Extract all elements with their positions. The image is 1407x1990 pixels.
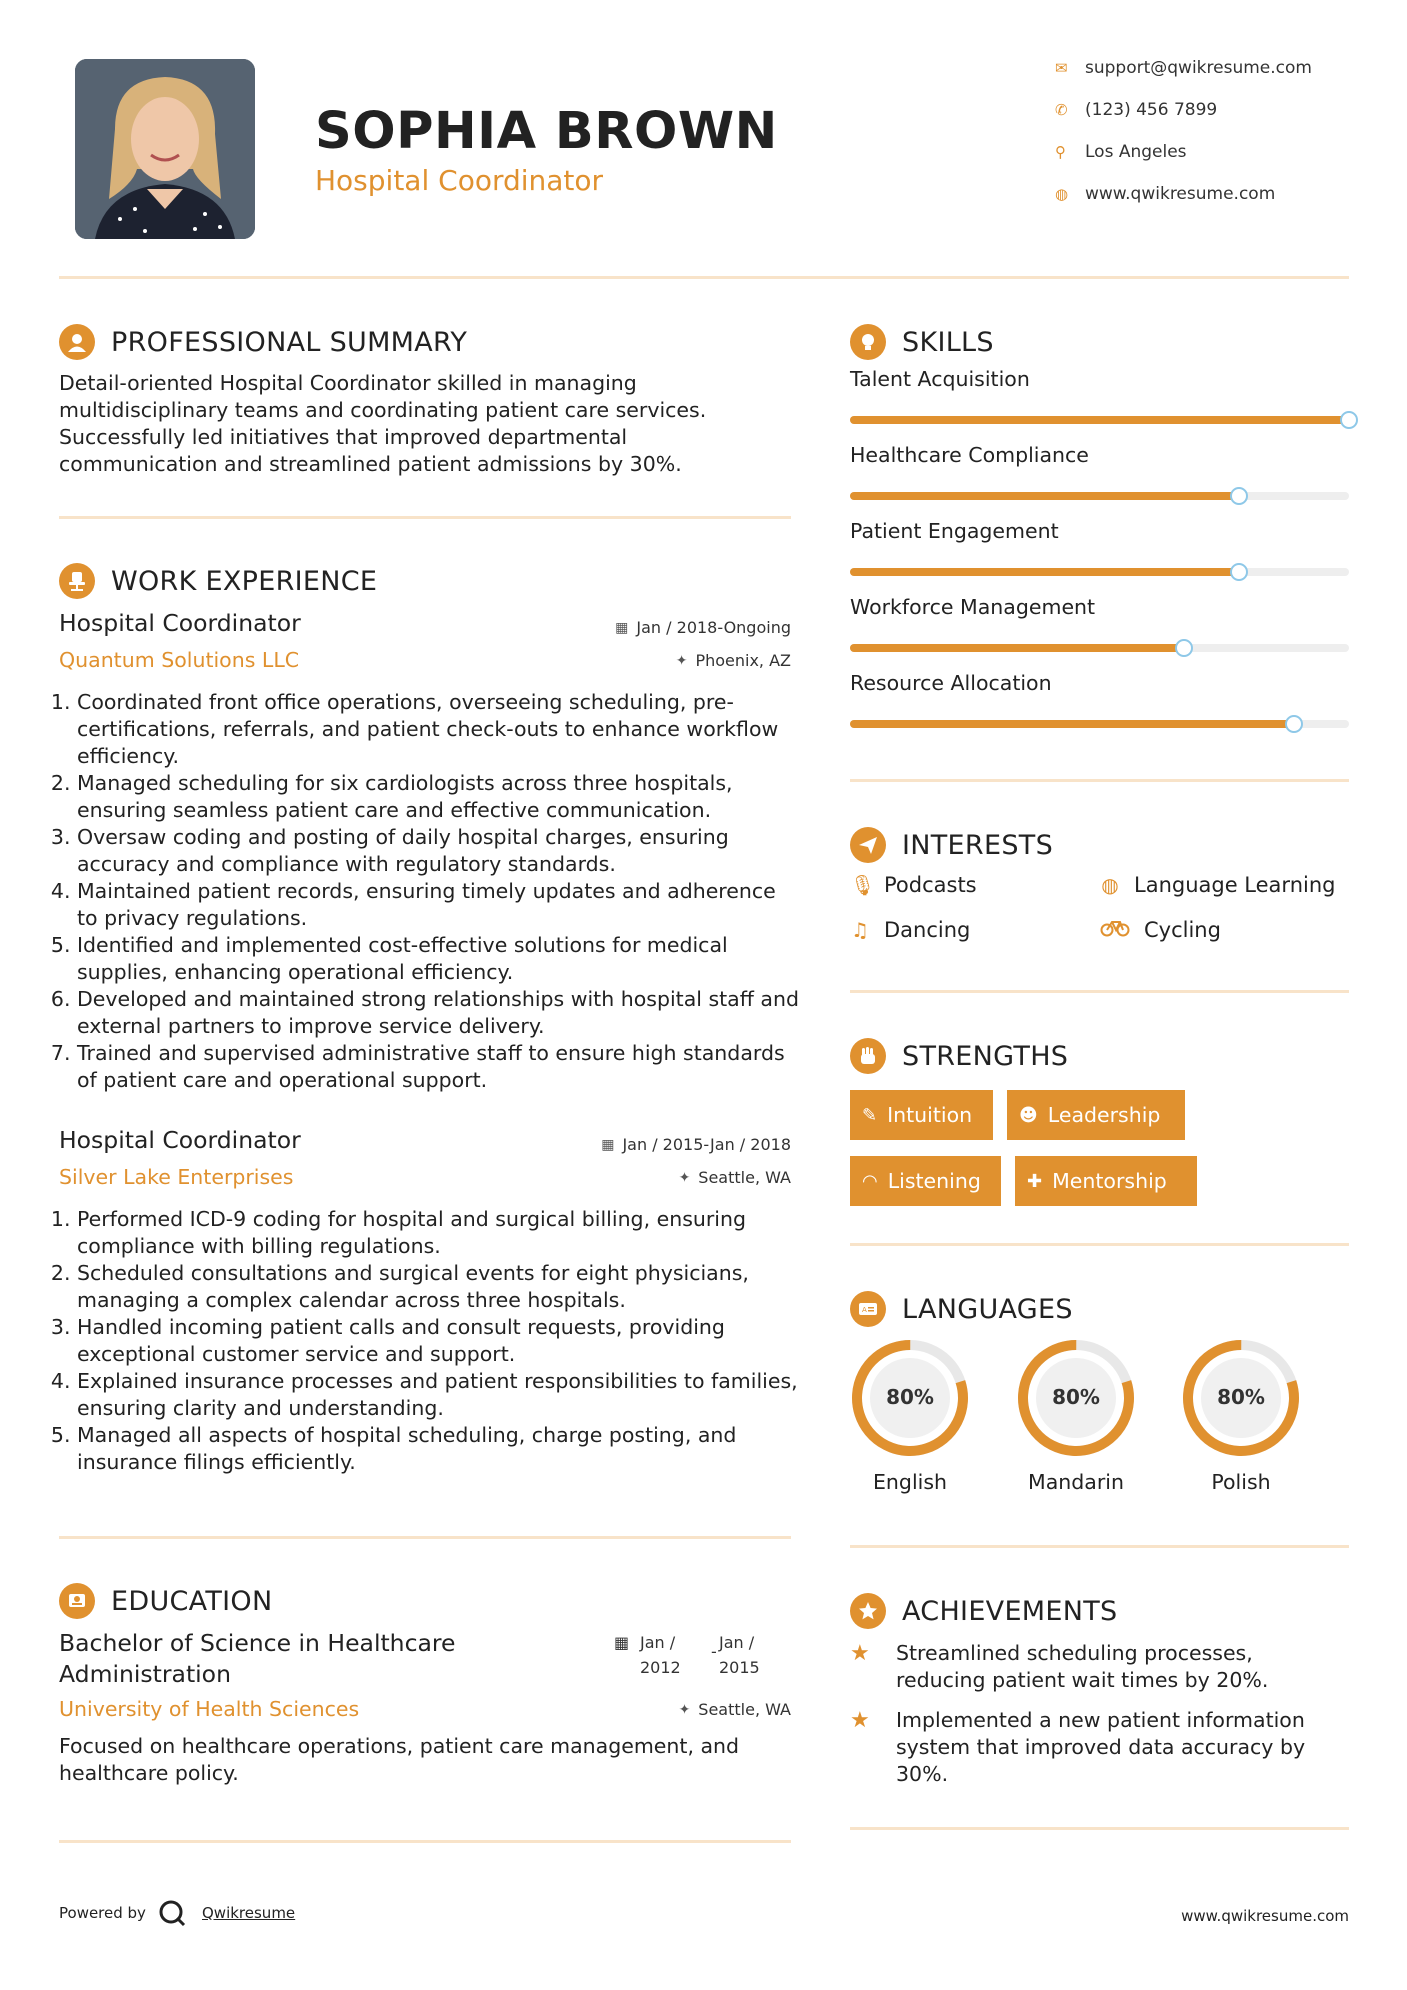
paper-plane-icon: [850, 827, 886, 863]
strengths-title: STRENGTHS: [902, 1040, 1069, 1072]
skill-bar-fill: [850, 720, 1294, 728]
education-start-month: Jan /: [640, 1633, 676, 1652]
language-name: English: [872, 1470, 948, 1494]
user-plus-icon: ✚: [1027, 1170, 1043, 1192]
strength-label: Leadership: [1047, 1103, 1161, 1127]
globe-icon: ◍: [1101, 873, 1119, 897]
summary-line: Detail-oriented Hospital Coordinator skilled in managing: [59, 371, 637, 395]
job-2-location: [500, 1168, 791, 1187]
language-name: Mandarin: [1028, 1470, 1124, 1494]
fist-icon: [850, 1038, 886, 1074]
education-start: [640, 1630, 681, 1680]
pushpin-icon: ✦: [678, 1169, 691, 1186]
job-2-dates: [500, 1135, 791, 1154]
summary-divider: [59, 516, 791, 519]
achievement-text: Implemented a new patient information system that improved data accuracy by 30%.: [896, 1708, 1306, 1786]
education-date-dash: -: [711, 1642, 717, 1661]
interest-label: Cycling: [1144, 918, 1221, 942]
skill-bar-fill: [850, 416, 1349, 424]
achievement-item: [850, 1640, 1340, 1694]
experience-divider: [59, 1536, 791, 1539]
language-name: Polish: [1211, 1470, 1271, 1494]
job-2-bullets: [59, 1206, 799, 1476]
skill-label: Patient Engagement: [850, 519, 1059, 543]
skills-header: [850, 324, 994, 360]
list-item: 5. Managed all aspects of hospital scheduling, charge posting, and insurance filings efficiently.: [77, 1422, 799, 1476]
profile-photo: [75, 59, 255, 239]
list-item: 2. Managed scheduling for six cardiologists across three hospitals, ensuring seamless patient care and effective communication.: [77, 770, 799, 824]
education-degree: Bachelor of Science in Healthcare Administration: [59, 1629, 456, 1688]
skill-bar: [850, 416, 1349, 424]
qwikresume-logo-icon: [157, 1898, 187, 1932]
header-divider: [59, 276, 1349, 279]
contact-phone[interactable]: [1055, 100, 1217, 120]
achievements-header: [850, 1593, 1118, 1629]
lightbulb-icon: [850, 324, 886, 360]
summary-header: [59, 324, 467, 360]
star-badge-icon: [850, 1593, 886, 1629]
candidate-role: Hospital Coordinator: [315, 164, 604, 197]
summary-line: Successfully led initiatives that improved departmental: [59, 425, 628, 449]
graduation-icon: [59, 1583, 95, 1619]
job-1-bullets: [59, 689, 799, 1094]
language-ring: [848, 1336, 972, 1460]
bicycle-icon: [1100, 918, 1130, 942]
headphones-icon: ◠: [862, 1170, 878, 1192]
users-icon: ☻: [1019, 1104, 1038, 1126]
job-1-location: [500, 651, 791, 670]
achievements-divider: [850, 1827, 1349, 1830]
skill-bar-fill: [850, 568, 1239, 576]
achievement-text: Streamlined scheduling processes, reducing patient wait times by 20%.: [896, 1641, 1269, 1692]
music-note-icon: ♫: [851, 918, 869, 942]
star-icon: ★: [850, 1641, 870, 1666]
strengths-divider: [850, 1243, 1349, 1246]
job-1-dates-text: Jan / 2018-Ongoing: [636, 618, 791, 637]
svg-text:A: A: [862, 1306, 867, 1314]
achievements-title: ACHIEVEMENTS: [902, 1595, 1118, 1627]
interest-item-language-learning: [1100, 873, 1335, 897]
list-item: 4. Explained insurance processes and patient responsibilities to families, ensuring clarity and understanding.: [77, 1368, 799, 1422]
job-1-dates: [500, 618, 791, 637]
star-icon: ★: [850, 1708, 870, 1733]
contact-location: [1055, 142, 1187, 162]
calendar-icon: ▦: [615, 619, 629, 636]
job-2-company: Silver Lake Enterprises: [59, 1165, 294, 1189]
strength-label: Listening: [887, 1169, 981, 1193]
job-2-location-text: Seattle, WA: [698, 1168, 791, 1187]
strength-tag-leadership: [1007, 1090, 1185, 1140]
interest-item-podcasts: [850, 873, 977, 897]
summary-line: multidisciplinary teams and coordinating patient care services.: [59, 398, 707, 422]
skill-bar: [850, 720, 1349, 728]
contact-website-text: www.qwikresume.com: [1085, 184, 1276, 204]
interest-label: Language Learning: [1134, 873, 1336, 897]
language-card-icon: [850, 1291, 886, 1327]
footer-website[interactable]: www.qwikresume.com: [1181, 1907, 1349, 1925]
education-description: Focused on healthcare operations, patient care management, and healthcare policy.: [59, 1734, 740, 1785]
interests-title: INTERESTS: [902, 829, 1054, 861]
languages-title: LANGUAGES: [902, 1293, 1073, 1325]
language-ring: [1014, 1336, 1138, 1460]
candidate-name: SOPHIA BROWN: [315, 102, 778, 161]
skill-label: Resource Allocation: [850, 671, 1052, 695]
skill-bar: [850, 568, 1349, 576]
language-ring: [1179, 1336, 1303, 1460]
job-1-title: Hospital Coordinator: [59, 609, 301, 637]
education-end: [719, 1630, 760, 1680]
job-1-company: Quantum Solutions LLC: [59, 648, 300, 672]
microphone-icon: 🎙︎: [850, 873, 876, 897]
job-1-location-text: Phoenix, AZ: [695, 651, 791, 670]
list-item: 7. Trained and supervised administrative staff to ensure high standards of patient care and operational support.: [77, 1040, 799, 1094]
phone-icon: ✆: [1055, 101, 1068, 119]
magic-wand-icon: ✎: [862, 1104, 878, 1126]
pushpin-icon: ✦: [678, 1701, 691, 1718]
education-divider: [59, 1840, 791, 1843]
interest-item-cycling: [1100, 918, 1221, 942]
contact-phone-text: (123) 456 7899: [1085, 100, 1218, 120]
strength-tag-mentorship: [1015, 1156, 1197, 1206]
skill-bar-knob: [1340, 411, 1358, 429]
list-item: 3. Handled incoming patient calls and consult requests, providing exceptional customer service and support.: [77, 1314, 799, 1368]
skill-label: Talent Acquisition: [850, 367, 1030, 391]
footer-brand-link[interactable]: Qwikresume: [202, 1904, 296, 1922]
skill-bar-knob: [1230, 487, 1248, 505]
list-item: 4. Maintained patient records, ensuring timely updates and adherence to privacy regulations.: [77, 878, 799, 932]
calendar-icon: ▦: [601, 1136, 615, 1153]
skill-bar: [850, 492, 1349, 500]
language-percent: 80%: [886, 1385, 934, 1409]
skills-title: SKILLS: [902, 326, 994, 358]
education-start-year: 2012: [640, 1658, 681, 1677]
language-percent: 80%: [1052, 1385, 1100, 1409]
skills-divider: [850, 779, 1349, 782]
strengths-header: [850, 1038, 1068, 1074]
language-percent: 80%: [1217, 1385, 1265, 1409]
list-item: 1. Coordinated front office operations, overseeing scheduling, pre-certifications, referrals, and patient check-outs to enhance workflow efficiency.: [77, 689, 799, 770]
skill-bar-fill: [850, 644, 1184, 652]
skill-label: Healthcare Compliance: [850, 443, 1089, 467]
achievement-item: [850, 1707, 1340, 1788]
skill-bar: [850, 644, 1349, 652]
strength-tag-intuition: [850, 1090, 993, 1140]
contact-email[interactable]: [1055, 58, 1312, 78]
job-2-dates-text: Jan / 2015-Jan / 2018: [622, 1135, 791, 1154]
summary-text: [59, 370, 799, 478]
list-item: 6. Developed and maintained strong relationships with hospital staff and external partners to improve service delivery.: [77, 986, 799, 1040]
profile-photo-image: [75, 59, 255, 239]
summary-line: communication and streamlined patient admissions by 30%.: [59, 452, 682, 476]
interest-label: Podcasts: [884, 873, 977, 897]
skill-bar-knob: [1230, 563, 1248, 581]
contact-location-text: Los Angeles: [1085, 142, 1187, 162]
experience-title: WORK EXPERIENCE: [111, 565, 378, 597]
office-chair-icon: [59, 563, 95, 599]
education-end-year: 2015: [719, 1658, 760, 1677]
skill-bar-knob: [1285, 715, 1303, 733]
strength-label: Intuition: [887, 1103, 973, 1127]
contact-website[interactable]: [1055, 184, 1275, 204]
skill-bar-knob: [1175, 639, 1193, 657]
interest-item-dancing: [850, 918, 970, 942]
languages-header: [850, 1291, 1073, 1327]
experience-header: [59, 563, 377, 599]
education-calendar-icon: ▦: [614, 1633, 630, 1652]
education-header: [59, 1583, 272, 1619]
list-item: 5. Identified and implemented cost-effective solutions for medical supplies, enhancing operational efficiency.: [77, 932, 799, 986]
contact-email-text: support@qwikresume.com: [1085, 58, 1312, 78]
skill-bar-fill: [850, 492, 1239, 500]
education-location: [500, 1700, 791, 1719]
interest-label: Dancing: [884, 918, 971, 942]
list-item: 2. Scheduled consultations and surgical events for eight physicians, managing a complex calendar across three hospitals.: [77, 1260, 799, 1314]
user-icon: [59, 324, 95, 360]
skill-label: Workforce Management: [850, 595, 1096, 619]
languages-divider: [850, 1545, 1349, 1548]
list-item: 1. Performed ICD-9 coding for hospital and surgical billing, ensuring compliance with billing regulations.: [77, 1206, 799, 1260]
envelope-icon: ✉: [1055, 59, 1068, 77]
pushpin-icon: ✦: [675, 652, 688, 669]
education-location-text: Seattle, WA: [698, 1700, 791, 1719]
globe-icon: ◍: [1055, 185, 1069, 203]
education-end-month: Jan /: [719, 1633, 755, 1652]
strength-label: Mentorship: [1052, 1169, 1167, 1193]
strength-tag-listening: [850, 1156, 1001, 1206]
education-school: University of Health Sciences: [59, 1697, 360, 1721]
interests-divider: [850, 990, 1349, 993]
list-item: 3. Oversaw coding and posting of daily hospital charges, ensuring accuracy and compliance with regulatory standards.: [77, 824, 799, 878]
education-title: EDUCATION: [111, 1585, 273, 1617]
job-2-title: Hospital Coordinator: [59, 1126, 301, 1154]
interests-header: [850, 827, 1053, 863]
summary-title: PROFESSIONAL SUMMARY: [111, 326, 468, 358]
location-pin-icon: ⚲: [1055, 143, 1066, 161]
footer-powered-by: Powered by: [59, 1904, 146, 1922]
